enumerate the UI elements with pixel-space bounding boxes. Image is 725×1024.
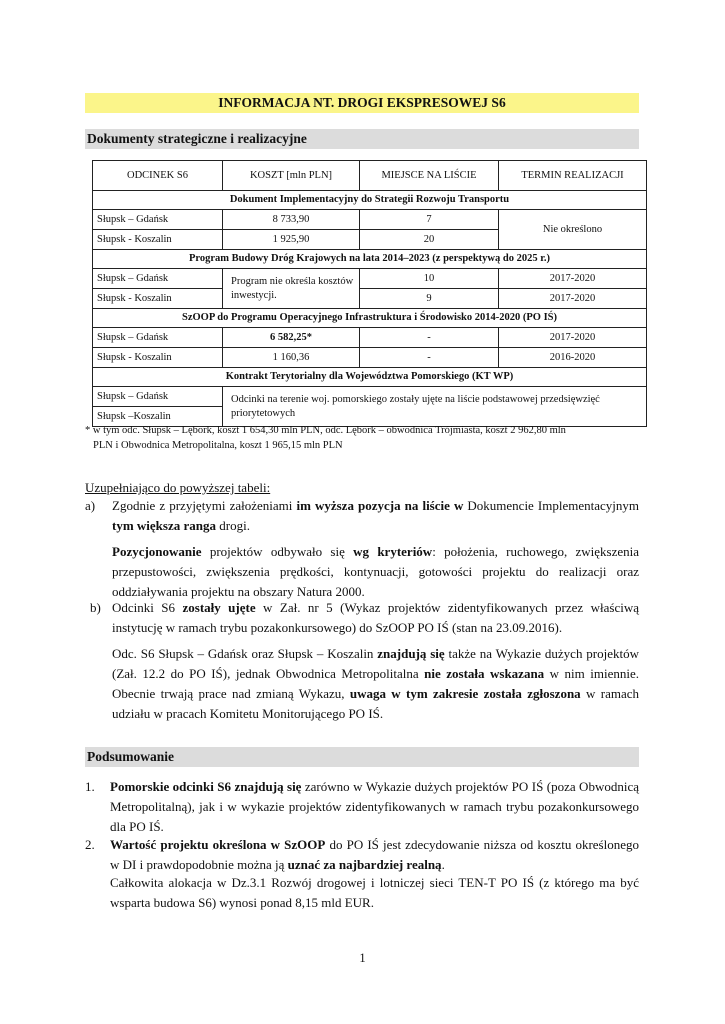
- summary-point-1: Pomorskie odcinki S6 znajdują się zarówno w Wykazie dużych projektów PO IŚ (poza Obwodnicą Metropolitalną), jak i w wykazie projektów zidentyfikowanych w ramach trybu pozakonkursowego dla PO IŚ.: [110, 779, 639, 834]
- term-cell: Nie określono: [499, 210, 647, 250]
- paragraph-a1: Zgodnie z przyjętymi założeniami im wyższa pozycja na liście w Dokumencie Implementacyjnym tym większa ranga drogi.: [112, 498, 639, 533]
- summary-point-2: Wartość projektu określona w SzOOP do PO IŚ jest zdecydowanie niższa od kosztu określonego w DI i prawdopodobnie można ją uznać za najbardziej realną.: [110, 837, 639, 872]
- document-title: INFORMACJA NT. DROGI EKSPRESOWEJ S6: [85, 93, 639, 113]
- term-cell: 2016-2020: [499, 348, 647, 368]
- table-row: [93, 387, 647, 407]
- ktwp-note-cell: Odcinki na terenie woj. pomorskiego zostały ujęte na liście podstawowej przedsięwzięć priorytetowych: [223, 387, 647, 427]
- cost-cell: 1 925,90: [223, 230, 360, 250]
- group-title-ktwp: Kontrakt Terytorialny dla Województwa Pomorskiego (KT WP): [93, 368, 647, 387]
- header-cell: TERMIN REALIZACJI: [499, 161, 647, 191]
- rank-cell: 9: [360, 289, 499, 309]
- cost-cell: 8 733,90: [223, 210, 360, 230]
- segment-cell: Słupsk – Gdańsk: [93, 269, 223, 289]
- list-marker: a): [85, 498, 96, 513]
- cost-cell: 6 582,25*: [223, 328, 360, 348]
- table-header-row: [93, 161, 647, 191]
- paragraph-b1: Odcinki S6 zostały ujęte w Zał. nr 5 (Wykaz projektów zidentyfikowanych przez właściwą instytucję w ramach trybu pozakonkursowego) do SzOOP PO IŚ (stan na 23.09.2016).: [112, 600, 639, 635]
- table-row: [93, 328, 647, 348]
- segment-cell: Słupsk - Koszalin: [93, 348, 223, 368]
- page-number: 1: [359, 951, 366, 965]
- segment-cell: Słupsk - Koszalin: [93, 289, 223, 309]
- rank-cell: -: [360, 348, 499, 368]
- segment-cell: Słupsk –Koszalin: [93, 407, 223, 427]
- list-marker: b): [90, 600, 101, 615]
- table-row: [93, 348, 647, 368]
- segment-cell: Słupsk - Koszalin: [93, 230, 223, 250]
- term-cell: 2017-2020: [499, 269, 647, 289]
- summary-point-2-allocation: Całkowita alokacja w Dz.3.1 Rozwój drogowej i lotniczej sieci TEN-T PO IŚ (z którego ma być wsparta budowa S6) wynosi ponad 8,15 mld EUR.: [110, 875, 639, 910]
- rank-cell: 20: [360, 230, 499, 250]
- term-cell: 2017-2020: [499, 328, 647, 348]
- table-row: [93, 289, 647, 309]
- table-row: [93, 210, 647, 230]
- rank-cell: -: [360, 328, 499, 348]
- list-marker: 1.: [85, 779, 95, 794]
- segment-cell: Słupsk – Gdańsk: [93, 328, 223, 348]
- rank-cell: 10: [360, 269, 499, 289]
- cost-note-cell: Program nie określa kosztów inwestycji.: [223, 269, 360, 309]
- table-row: [93, 269, 647, 289]
- group-title-pbdk: Program Budowy Dróg Krajowych na lata 2014–2023 (z perspektywą do 2025 r.): [93, 250, 647, 269]
- section-heading-documents: Dokumenty strategiczne i realizacyjne: [85, 129, 639, 149]
- table-footnote: [85, 423, 645, 453]
- group-title-di: Dokument Implementacyjny do Strategii Rozwoju Transportu: [93, 191, 647, 210]
- group-title-szoop: SzOOP do Programu Operacyjnego Infrastruktura i Środowisko 2014-2020 (PO IŚ): [93, 309, 647, 328]
- footnote-line: PLN i Obwodnica Metropolitalna, koszt 1 965,15 mln PLN: [93, 440, 343, 451]
- header-cell: MIEJSCE NA LIŚCIE: [360, 161, 499, 191]
- section-heading-summary: Podsumowanie: [85, 747, 639, 767]
- segment-cell: Słupsk – Gdańsk: [93, 387, 223, 407]
- rank-cell: 7: [360, 210, 499, 230]
- term-cell: 2017-2020: [499, 289, 647, 309]
- list-marker: 2.: [85, 837, 95, 852]
- cost-cell: 1 160,36: [223, 348, 360, 368]
- header-cell: KOSZT [mln PLN]: [223, 161, 360, 191]
- header-cell: ODCINEK S6: [93, 161, 223, 191]
- footnote-line: * w tym odc. Słupsk – Lębork, koszt 1 654,30 mln PLN, odc. Lębork – obwodnica Trójmiasta, koszt 2 962,80 mln: [85, 425, 566, 436]
- paragraph-a2: Pozycjonowanie projektów odbywało się wg kryteriów: położenia, ruchowego, zwiększenia przepustowości, zwiększenia prędkości, kontynuacji, gotowości projektu do realizacji oraz oddziaływania projektu na obszary Natura 2000.: [112, 544, 639, 599]
- documents-table: [92, 160, 647, 427]
- paragraph-b2: Odc. S6 Słupsk – Gdańsk oraz Słupsk – Koszalin znajdują się także na Wykazie dużych projektów (Zał. 12.2 do PO IŚ), jednak Obwodnica Metropolitalna nie została wskazana w nim imiennie. Obecnie trwają prace nad zmianą Wykazu, uwaga w tym zakresie została zgłoszona w ramach udziału w pracach Komitetu Monitorującego PO IŚ.: [112, 646, 640, 721]
- supplement-heading: Uzupełniająco do powyższej tabeli:: [85, 480, 271, 495]
- segment-cell: Słupsk – Gdańsk: [93, 210, 223, 230]
